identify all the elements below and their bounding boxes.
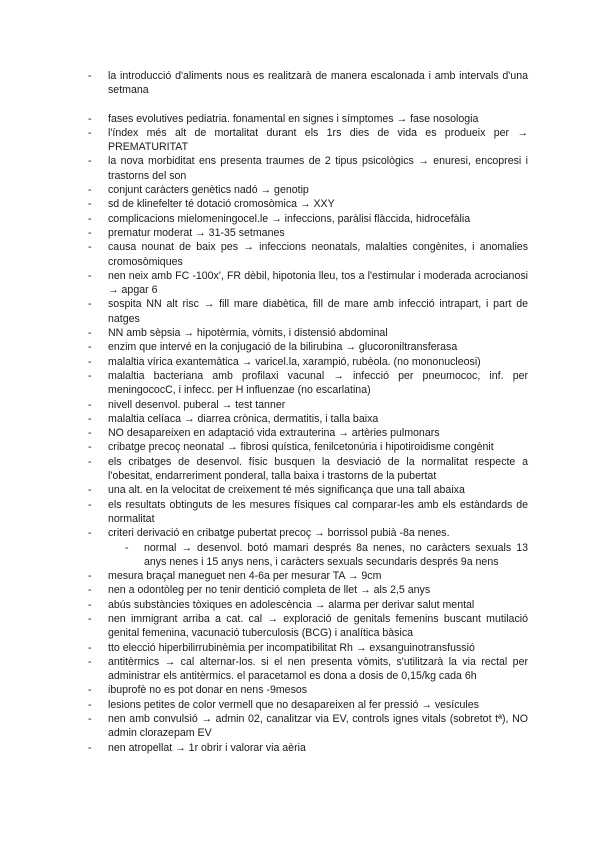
item-text: nen atropellat → 1r obrir i valorar via aèria xyxy=(108,741,306,754)
item-text: mesura braçal maneguet nen 4-6a per mesurar TA → 9cm xyxy=(108,570,382,583)
dash-marker: - xyxy=(88,112,92,125)
item-text: abús substàncies tòxiques en adolescència → alarma per derivar salut mental xyxy=(108,598,475,611)
item-text: ibuprofè no es pot donar en nens -9mesos xyxy=(108,684,308,697)
dash-marker: - xyxy=(88,155,92,168)
dash-marker: - xyxy=(88,126,92,139)
item-text: nen amb convulsió → admin 02, canalitzar via EV, controls ignes vitals (sobretot tª), NO admin clorazepam EV xyxy=(108,713,528,740)
dash-marker: - xyxy=(88,498,92,511)
list-item xyxy=(88,741,528,755)
dash-marker: - xyxy=(88,70,92,82)
dash-marker: - xyxy=(88,412,92,425)
item-text: NN amb sèpsia → hipotèrmia, vòmits, i distensió abdominal xyxy=(108,327,388,340)
item-text: malaltia vírica exantemàtica → varicel.la, xarampió, rubèola. (no mononucleosi) xyxy=(108,355,481,368)
sub-item-text: normal → desenvol. botó mamari després 8a nenes, no caràcters sexuals 13 anys nenes i 15 anys nens, i caràcters sexuals secundaris després 9a nens xyxy=(144,541,528,568)
item-text: nivell desenvol. puberal → test tanner xyxy=(108,398,286,411)
item-text: enzim que intervé en la conjugació de la bilirubina → glucoroniltransferasa xyxy=(108,341,458,354)
list-item xyxy=(88,197,528,211)
dash-marker: - xyxy=(88,369,92,382)
list-item xyxy=(88,269,528,298)
item-text: causa nounat de baix pes → infeccions neonatals, malalties congènites, i anomalies cromosòmiques xyxy=(108,241,528,268)
item-text: sd de klinefelter té dotació cromosòmica → XXY xyxy=(108,198,335,211)
list-item xyxy=(88,483,528,497)
list-item xyxy=(88,297,528,326)
list-item xyxy=(88,212,528,226)
dash-marker: - xyxy=(88,212,92,225)
list-item xyxy=(88,683,528,697)
list-item xyxy=(88,412,528,426)
list-item xyxy=(88,612,528,641)
list-item xyxy=(88,340,528,354)
list-item xyxy=(88,698,528,712)
list-item xyxy=(88,126,528,155)
dash-marker: - xyxy=(88,184,92,197)
dash-marker: - xyxy=(88,598,92,611)
item-text: criteri derivació en cribatge pubertat precoç → borrissol pubià -8a nenes. xyxy=(108,527,450,540)
dash-marker: - xyxy=(88,655,92,668)
list-item xyxy=(88,240,528,269)
list-item xyxy=(88,598,528,612)
item-text: l'índex més alt de mortalitat durant els 1rs dies de vida es produeix per → PREMATURITAT xyxy=(108,126,528,154)
item-text: nen a odontòleg per no tenir dentició completa de llet → als 2,5 anys xyxy=(108,584,431,597)
item-text: prematur moderat → 31-35 setmanes xyxy=(108,226,285,239)
dash-marker: - xyxy=(88,241,92,254)
dash-marker: - xyxy=(88,684,92,697)
dash-marker: - xyxy=(88,298,92,311)
item-text: fases evolutives pediatria. fonamental en signes i símptomes → fase nosologia xyxy=(108,112,479,125)
list-item xyxy=(88,641,528,655)
list-item xyxy=(88,440,528,454)
list-item xyxy=(88,712,528,741)
item-text: antitèrmics → cal alternar-los. si el nen presenta vòmits, s'utilitzarà la via rectal per administrar els antitèrmics. el paracetamol es dona a dosis de 0,15/kg cada 6h xyxy=(108,655,528,683)
dash-marker: - xyxy=(88,570,92,583)
list-item xyxy=(88,69,528,98)
dash-marker: - xyxy=(88,741,92,754)
list-item xyxy=(88,583,528,597)
dash-marker: - xyxy=(88,713,92,726)
list-item xyxy=(88,398,528,412)
item-text: sospita NN alt risc → fill mare diabètica, fill de mare amb infecció intrapart, i part de natges xyxy=(108,298,528,325)
item-text: complicacions mielomeningocel.le → infeccions, paràlisi flàccida, hidrocefàlia xyxy=(108,212,471,225)
item-text: NO desapareixen en adaptació vida extrauterina → artèries pulmonars xyxy=(108,427,440,440)
dash-marker: - xyxy=(88,269,92,282)
list-item xyxy=(88,154,528,183)
item-text: conjunt caràcters genètics nadó → genotip xyxy=(108,184,309,197)
dash-marker: - xyxy=(88,226,92,239)
dash-marker: - xyxy=(88,484,92,497)
dash-marker: - xyxy=(88,527,92,540)
dash-marker: - xyxy=(88,427,92,440)
list-item xyxy=(88,526,528,540)
item-text: malaltia celíaca → diarrea crònica, dermatitis, i talla baixa xyxy=(108,412,379,425)
item-text: lesions petites de color vermell que no desapareixen al fer pressió → vesícules xyxy=(108,698,479,711)
list-item xyxy=(88,226,528,240)
list-item xyxy=(88,426,528,440)
dash-marker: - xyxy=(88,198,92,211)
dash-marker: - xyxy=(88,341,92,354)
item-text: la introducció d'aliments nous es realitzarà de manera escalonada i amb intervals d'una setmana xyxy=(108,70,528,97)
list-item xyxy=(88,455,528,484)
dash-marker: - xyxy=(88,441,92,454)
list-item xyxy=(88,355,528,369)
item-text: la nova morbiditat ens presenta traumes de 2 tipus psicològics → enuresi, encopresi i trastorns del son xyxy=(108,155,528,182)
sub-list-item xyxy=(88,541,528,570)
item-text: una alt. en la velocitat de creixement té més significança que una tall abaixa xyxy=(108,484,465,497)
dash-marker: - xyxy=(88,327,92,340)
item-text: nen neix amb FC -100x', FR dèbil, hipotonia lleu, tos a l'estimular i moderada acrocianosi → apgar 6 xyxy=(108,269,528,297)
list-item xyxy=(88,369,528,398)
item-text: els resultats obtinguts de les mesures físiques cal comparar-les amb els estàndards de normalitat xyxy=(108,498,528,525)
list-item xyxy=(88,655,528,684)
item-text: malaltia bacteriana amb profilaxi vacunal → infecció per pneumococ, inf. per meningococC, i infecc. per H influenzae (no escarlatina) xyxy=(108,369,528,397)
list-item xyxy=(88,112,528,126)
notes-list xyxy=(88,69,528,755)
dash-marker: - xyxy=(88,355,92,368)
item-text: cribatge precoç neonatal → fibrosi quística, fenilcetonúria i hipotiroidisme congènit xyxy=(108,441,494,454)
list-item xyxy=(88,498,528,527)
list-item xyxy=(88,326,528,340)
sub-bullet-marker: - xyxy=(125,541,129,554)
list-item xyxy=(88,183,528,197)
dash-marker: - xyxy=(88,698,92,711)
item-text: nen immigrant arriba a cat. cal → exploració de genitals femenins buscant mutilació genital femenina, vacunació tuberculosis (BCG) i analítica bàsica xyxy=(108,612,528,640)
dash-marker: - xyxy=(88,455,92,468)
dash-marker: - xyxy=(88,612,92,625)
item-text: els cribatges de desenvol. físic busquen la desviació de la normalitat respecte a l'obesitat, endarreriment ponderal, talla baixa i trastorns de la pubertat xyxy=(108,455,528,483)
dash-marker: - xyxy=(88,584,92,597)
dash-marker: - xyxy=(88,641,92,654)
list-item xyxy=(88,569,528,583)
item-text: tto elecció hiperbilirrubinèmia per incompatibilitat Rh → exsanguinotransfussió xyxy=(108,641,475,654)
dash-marker: - xyxy=(88,398,92,411)
